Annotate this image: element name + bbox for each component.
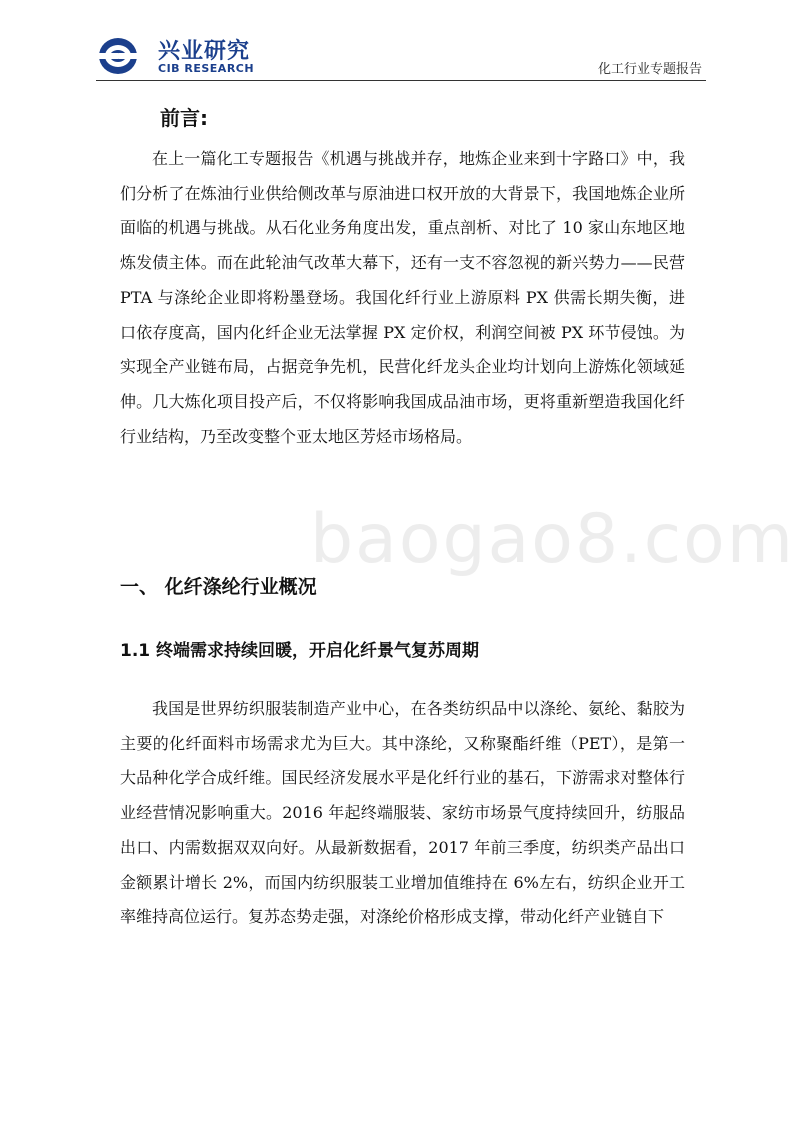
section-1-1-body: 我国是世界纺织服装制造产业中心，在各类纺织品中以涤纶、氨纶、黏胶为主要的化纤面料市场需求尤为巨大。其中涤纶，又称聚酯纤维（PET），是第一大品种化学合成纤维。国民经济发展水平是化纤行业的基石，下游需求对整体行业经营情况影响重大。2016 年起终端服装、家纺市场景气度持续回升，纺服品出口、内需数据双双向好。从最新数据看，2017 年前三季度，纺织类产品出口金额累计增长 2%，而国内纺织服装工业增加值维持在 6%左右，纺织企业开工率维持高位运行。复苏态势走强，对涤纶价格形成支撑，带动化纤产业链自下 bbox=[120, 699, 685, 927]
page-header bbox=[0, 0, 800, 82]
header-divider bbox=[96, 80, 706, 81]
preface-title: 前言: bbox=[160, 106, 208, 130]
section-1-1-paragraph bbox=[120, 692, 685, 935]
logo-chinese-name: 兴业研究 bbox=[158, 39, 251, 64]
section-1-heading: 一、 化纤涤纶行业概况 bbox=[120, 576, 317, 598]
section-1-1-heading: 1.1 终端需求持续回暖，开启化纤景气复苏周期 bbox=[120, 641, 480, 661]
logo-english-name: CIB RESEARCH bbox=[158, 62, 255, 75]
preface-paragraph bbox=[120, 142, 685, 454]
cib-logo-icon bbox=[98, 36, 138, 76]
preface-body: 在上一篇化工专题报告《机遇与挑战并存，地炼企业来到十字路口》中，我们分析了在炼油行业供给侧改革与原油进口权开放的大背景下，我国地炼企业所面临的机遇与挑战。从石化业务角度出发，重点剖析、对比了 10 家山东地区地炼发债主体。而在此轮油气改革大幕下，还有一支不容忽视的新兴势力——民营 PTA 与涤纶企业即将粉墨登场。我国化纤行业上游原料 PX 供需长期失衡，进口依存度高，国内化纤企业无法掌握 PX 定价权，利润空间被 PX 环节侵蚀。为实现全产业链布局，占据竞争先机，民营化纤龙头企业均计划向上游炼化领域延伸。几大炼化项目投产后，不仅将影响我国成品油市场，更将重新塑造我国化纤行业结构，乃至改变整个亚太地区芳烃市场格局。 bbox=[120, 149, 685, 446]
watermark: baogao8.com bbox=[310, 500, 795, 579]
report-type-label: 化工行业专题报告 bbox=[597, 62, 702, 77]
